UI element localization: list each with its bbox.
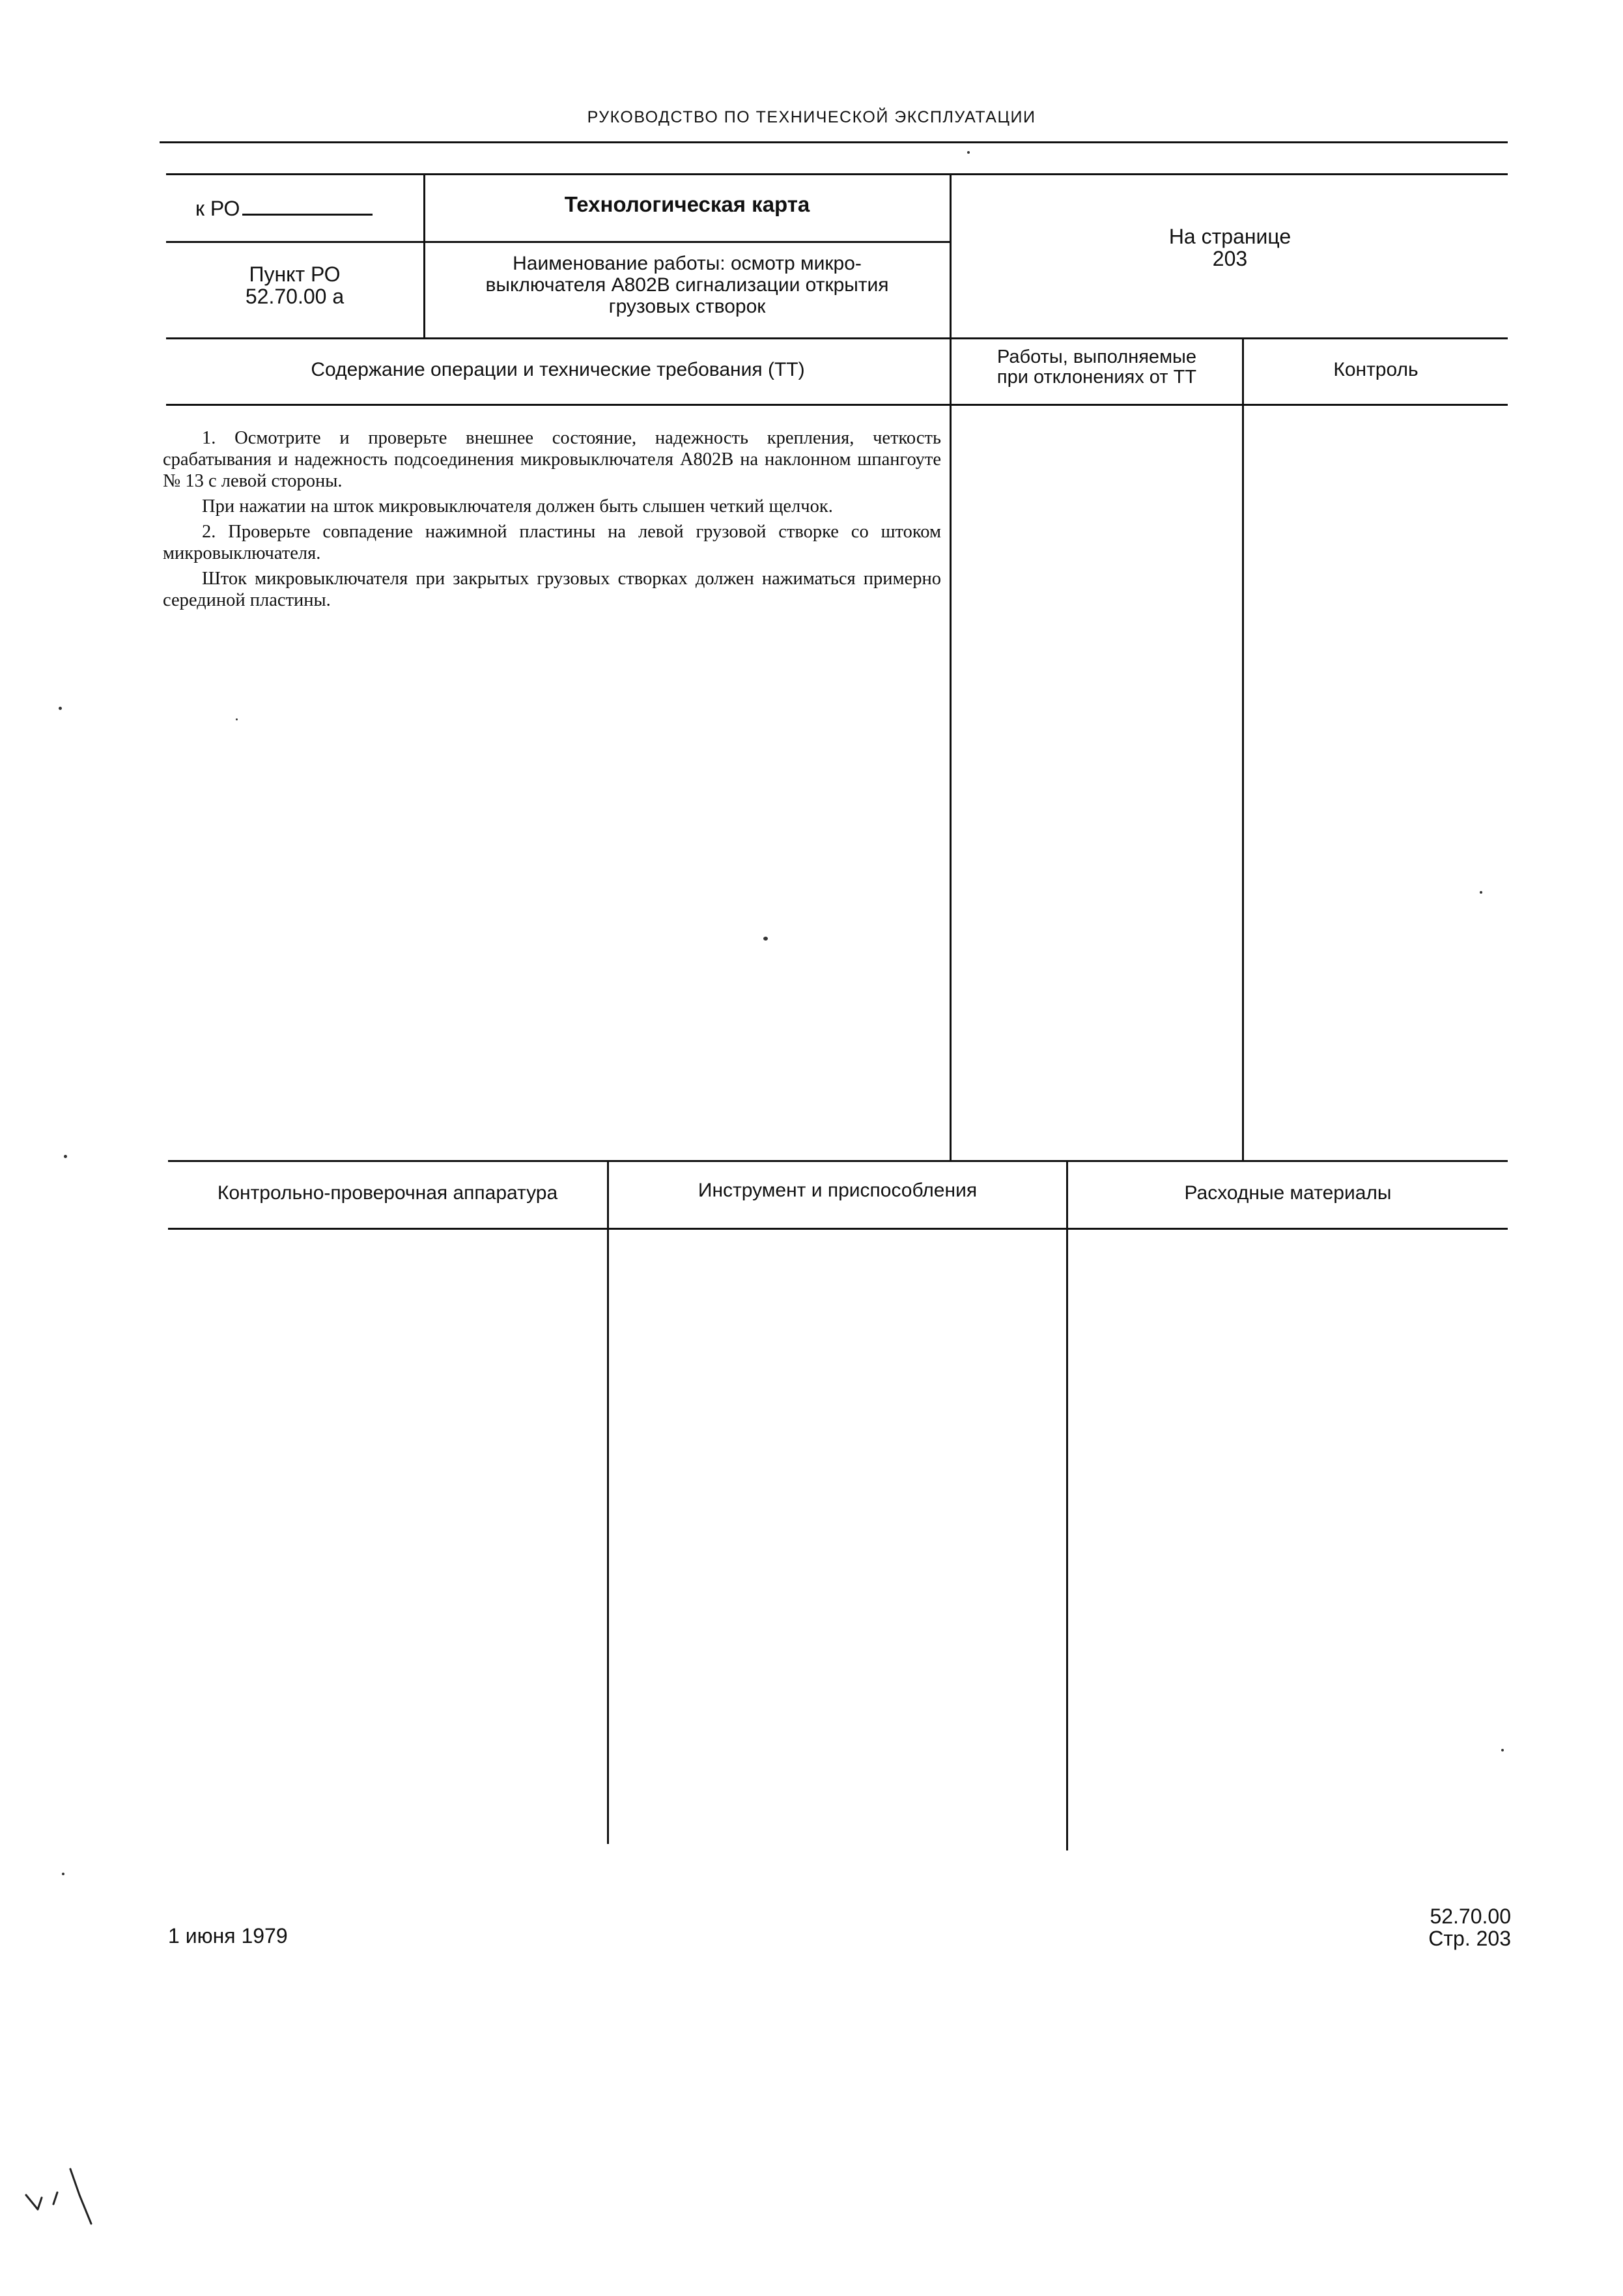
ops-header-content: Содержание операции и технические требования (ТТ): [311, 359, 805, 380]
item-cell: [166, 263, 423, 307]
operation-paragraph: 1. Осмотрите и проверьте внешнее состояние, надежность крепления, четкость срабатывания и надежность подсоединения микровыключателя А802В на наклонном шпангоуте № 13 с левой стороны.: [163, 428, 941, 491]
ops-header-deviations-line-1: Работы, выполняемые: [997, 347, 1196, 367]
ref-field: [195, 195, 410, 220]
title-block-mid-rule: [166, 241, 951, 243]
ops-header-control: Контроль: [1333, 359, 1418, 380]
footer-page-number: Стр. 203: [1428, 1927, 1511, 1950]
header-rule: [160, 141, 1508, 143]
ops-header-deviations-line-2: при отклонениях от ТТ: [996, 367, 1197, 388]
scan-speck: [967, 151, 970, 154]
work-name-line-2: выключателя А802В сигнализации открытия: [485, 274, 889, 296]
resources-header-materials: Расходные материалы: [1184, 1182, 1392, 1204]
item-label: Пункт РО: [249, 262, 341, 286]
page-ref-number: 203: [1212, 247, 1248, 270]
resources-divider-1: [607, 1160, 609, 1844]
page-ref-label: На странице: [1168, 225, 1291, 248]
scan-speck: [59, 707, 62, 710]
scan-speck: [763, 937, 768, 941]
scan-speck: [64, 1155, 67, 1158]
running-header: РУКОВОДСТВО ПО ТЕХНИЧЕСКОЙ ЭКСПЛУАТАЦИИ: [587, 108, 1036, 126]
footer-section-number: 52.70.00: [1430, 1905, 1511, 1928]
work-name-line-3: грузовых створок: [608, 296, 766, 317]
scan-speck: [62, 1873, 64, 1875]
title-block-bottom-border: [166, 337, 1508, 339]
ref-blank-line: [242, 195, 373, 216]
card-title: Технологическая карта: [564, 192, 810, 216]
ops-table-divider-1: [950, 337, 952, 1160]
item-number: 52.70.00 а: [245, 285, 345, 308]
page-ref-cell: [952, 225, 1508, 270]
resources-divider-2: [1066, 1160, 1068, 1850]
ops-table-divider-2: [1242, 337, 1244, 1160]
scan-speck: [236, 718, 238, 720]
footer-reference: [1303, 1905, 1511, 1949]
footer-date: 1 июня 1979: [168, 1924, 288, 1948]
resources-header-tools: Инструмент и приспособления: [698, 1180, 978, 1201]
resources-header-bottom-rule: [168, 1228, 1508, 1230]
scan-speck: [1480, 891, 1482, 894]
ops-header-deviations: [952, 347, 1241, 388]
resources-header-equipment: Контрольно-проверочная аппаратура: [217, 1182, 558, 1204]
handwritten-mark: [20, 2156, 124, 2234]
work-name: [427, 253, 948, 317]
operation-paragraph: 2. Проверьте совпадение нажимной пластины на левой грузовой створке со штоком микровыключателя.: [163, 522, 941, 563]
title-block-top-border: [166, 173, 1508, 175]
operation-paragraph: При нажатии на шток микровыключателя должен быть слышен четкий щелчок.: [202, 496, 833, 517]
work-name-line-1: Наименование работы: осмотр микро-: [513, 253, 862, 274]
scan-speck: [1501, 1749, 1504, 1751]
ops-header-bottom-rule: [166, 404, 1508, 406]
operation-paragraph: Шток микровыключателя при закрытых грузовых створках должен нажиматься примерно серединой пластины.: [163, 569, 941, 610]
operations-text: [163, 427, 941, 615]
resources-top-border: [168, 1160, 1508, 1162]
ref-label: к РО: [195, 197, 240, 220]
